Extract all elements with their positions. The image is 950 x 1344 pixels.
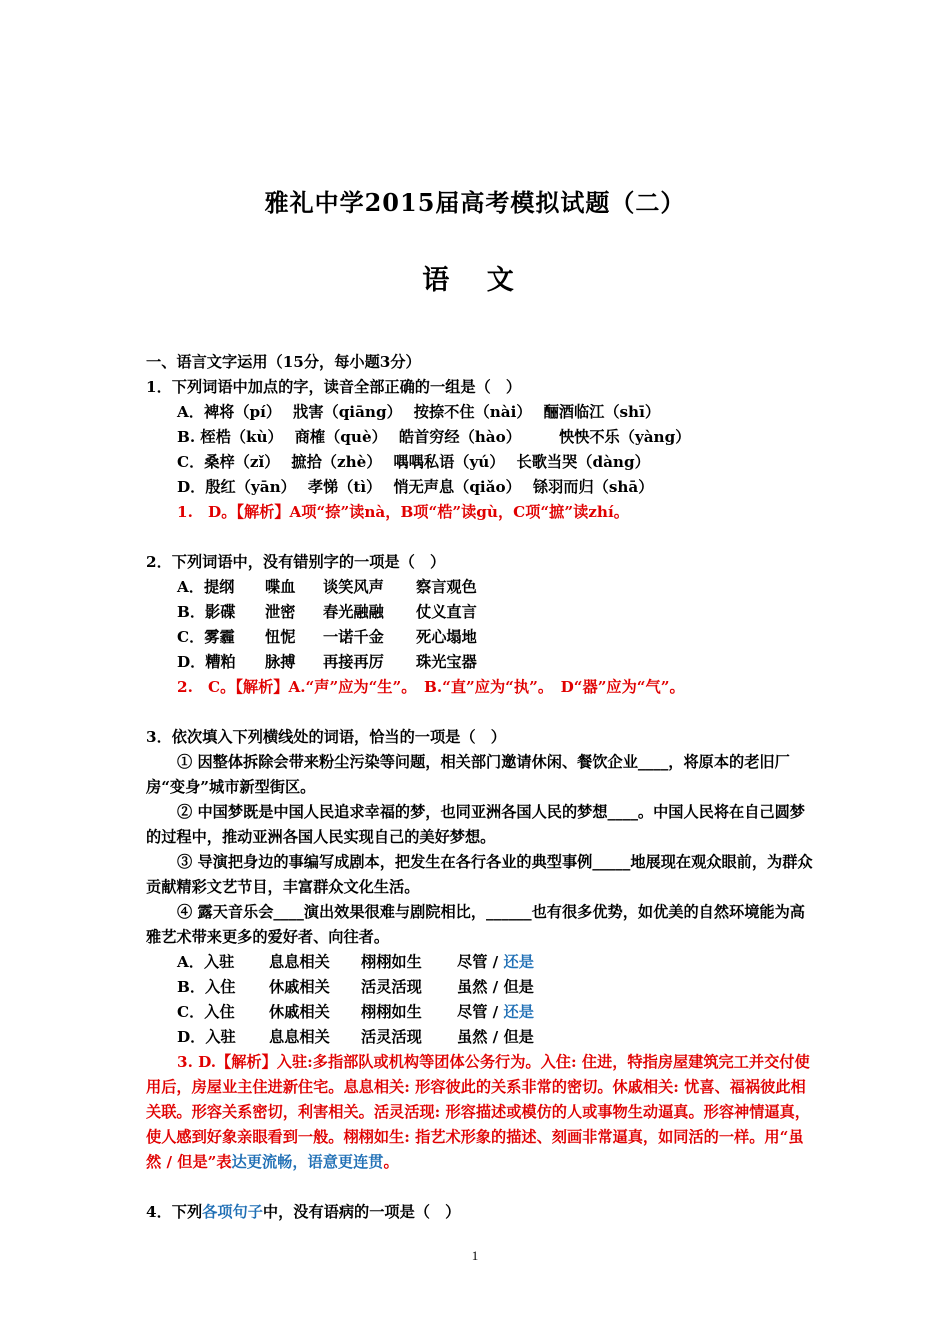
q2-a-2: 喋血 <box>265 578 296 596</box>
q3-answer-main: 3. D.【解析】入驻:多指部队或机构等团体公务行为。入住: 住进，特指房屋建筑完工并交付使用后，房屋业主住进新住宅。息息相关: 形容彼此的关系非常的密切。休戚相关: 忧喜、福祸彼此相关联。形容关系密切，利害相关。活灵活现: 形容描述或模仿的人或事物生动逼真。形容神情逼真，使人感到好象亲眼看到一般。栩栩如生: 指艺术形象的描述、刻画非常逼真，如同活的一样。用“虽然 / 但是”表 <box>146 1053 810 1171</box>
q3-sentence-2: ② 中国梦既是中国人民追求幸福的梦，也同亚洲各国人民的梦想____。中国人民将在自己圆梦的过程中，推动亚洲各国人民实现自己的美好梦想。 <box>146 803 805 846</box>
q3-b-1: B．入住 <box>177 978 236 996</box>
q4-stem-post: 中，没有语病的一项是（ ） <box>262 1203 461 1221</box>
q3-c-2: 休戚相关 <box>269 1003 330 1021</box>
q1-d-4: 铩羽而归（shā） <box>532 478 654 496</box>
section-heading: 一、语言文字运用（15分，每小题3分） <box>146 353 421 371</box>
q3-sentence-3: ③ 导演把身边的事编写成剧本，把发生在各行各业的典型事例_____地展现在观众眼前，为群众贡献精彩文艺节目，丰富群众文化生活。 <box>146 853 813 896</box>
q3-a-4: 尽管 / <box>457 953 504 971</box>
q3-a-3: 栩栩如生 <box>361 953 422 971</box>
q2-b-4: 仗义直言 <box>416 603 477 621</box>
q3-sentence-1: ① 因整体拆除会带来粉尘污染等问题，相关部门邀请休闲、餐饮企业____，将原本的老旧厂房“变身”城市新型街区。 <box>146 753 790 796</box>
q3-b-4: 虽然 / 但是 <box>457 978 534 996</box>
q2-option-c <box>146 625 818 650</box>
q2-d-1: D．糟粕 <box>177 653 236 671</box>
exam-title: 雅礼中学2015届高考模拟试题（二） <box>264 188 686 217</box>
exam-content <box>146 350 818 1225</box>
q3-d-1: D．入驻 <box>177 1028 236 1046</box>
q4-stem-pre: 4．下列 <box>146 1203 203 1221</box>
q1-option-c <box>146 450 818 475</box>
q1-option-a <box>146 400 818 425</box>
q3-c-3: 栩栩如生 <box>361 1003 422 1021</box>
q1-c-2: 摭拾（zhè） <box>291 453 382 471</box>
q1-a-3: 按捺不住（nài） <box>413 403 532 421</box>
q1-answer: 1. D。【解析】A项“捺”读nà，B项“梏”读gù，C项“摭”读zhí。 <box>177 503 629 521</box>
q2-option-b <box>146 600 818 625</box>
q4-stem <box>146 1200 818 1225</box>
q1-stem: 1．下列词语中加点的字，读音全部正确的一组是（ ） <box>146 378 522 396</box>
q2-option-d <box>146 650 818 675</box>
q4-stem-blue: 各项句子 <box>202 1203 263 1221</box>
q1-a-4: 酾酒临江（shī） <box>543 403 661 421</box>
q1-b-4: 怏怏不乐（yàng） <box>558 428 691 446</box>
subject-title: 语 文 <box>422 265 528 296</box>
q3-answer-end: 。 <box>383 1153 399 1171</box>
q1-c-3: 喁喁私语（yú） <box>393 453 505 471</box>
q2-d-3: 再接再厉 <box>323 653 384 671</box>
page-number: 1 <box>471 1248 479 1263</box>
q1-option-d <box>146 475 818 500</box>
q3-sentence-4: ④ 露天音乐会____演出效果很难与剧院相比，______也有很多优势，如优美的自然环境能为高雅艺术带来更多的爱好者、向往者。 <box>146 903 805 946</box>
q2-c-3: 一诺千金 <box>323 628 384 646</box>
q3-b-2: 休戚相关 <box>269 978 330 996</box>
q1-option-b <box>146 425 818 450</box>
q1-d-3: 悄无声息（qiǎo） <box>393 478 521 496</box>
q3-d-4: 虽然 / 但是 <box>457 1028 534 1046</box>
q2-answer: 2. C。【解析】A.“声”应为“生”。 B.“直”应为“执”。 D“器”应为“气”。 <box>177 678 685 696</box>
q3-c-5: 还是 <box>503 1003 534 1021</box>
q1-d-2: 孝悌（tì） <box>307 478 382 496</box>
q3-option-d <box>146 1025 818 1050</box>
q2-c-4: 死心塌地 <box>416 628 477 646</box>
q2-c-2: 忸怩 <box>265 628 296 646</box>
q3-b-3: 活灵活现 <box>361 978 422 996</box>
q3-option-b <box>146 975 818 1000</box>
spacer <box>146 525 818 550</box>
q3-a-2: 息息相关 <box>269 953 330 971</box>
q1-d-1: D．殷红（yān） <box>177 478 296 496</box>
q2-option-a <box>146 575 818 600</box>
q3-c-4: 尽管 / <box>457 1003 504 1021</box>
q1-b-1: B. 桎梏（kù） <box>177 428 283 446</box>
q2-c-1: C．雾霾 <box>177 628 235 646</box>
q1-b-2: 商榷（què） <box>294 428 387 446</box>
spacer <box>146 1175 818 1200</box>
q2-d-4: 珠光宝器 <box>416 653 477 671</box>
q3-a-1: A．入驻 <box>177 953 235 971</box>
q2-b-3: 春光融融 <box>323 603 384 621</box>
q3-answer <box>146 1050 818 1175</box>
q1-c-4: 长歌当哭（dàng） <box>516 453 650 471</box>
q2-b-2: 泄密 <box>265 603 296 621</box>
q2-b-1: B．影碟 <box>177 603 236 621</box>
q2-stem: 2．下列词语中，没有错别字的一项是（ ） <box>146 553 446 571</box>
q1-b-3: 皓首穷经（hào） <box>398 428 521 446</box>
q1-c-1: C．桑梓（zǐ） <box>177 453 280 471</box>
q3-stem: 3．依次填入下列横线处的词语，恰当的一项是（ ） <box>146 728 506 746</box>
q3-d-3: 活灵活现 <box>361 1028 422 1046</box>
q1-a-1: A．裨将（pí） <box>177 403 282 421</box>
q1-a-2: 戕害（qiāng） <box>293 403 402 421</box>
q3-d-2: 息息相关 <box>269 1028 330 1046</box>
q3-answer-blue: 达更流畅，语意更连贯 <box>231 1153 384 1171</box>
q2-d-2: 脉搏 <box>265 653 296 671</box>
q3-option-a <box>146 950 818 975</box>
q2-a-4: 察言观色 <box>416 578 477 596</box>
q3-a-5: 还是 <box>503 953 534 971</box>
q3-c-1: C．入住 <box>177 1003 235 1021</box>
q2-a-1: A．提纲 <box>177 578 235 596</box>
q2-a-3: 谈笑风声 <box>323 578 384 596</box>
q3-option-c <box>146 1000 818 1025</box>
spacer <box>146 700 818 725</box>
